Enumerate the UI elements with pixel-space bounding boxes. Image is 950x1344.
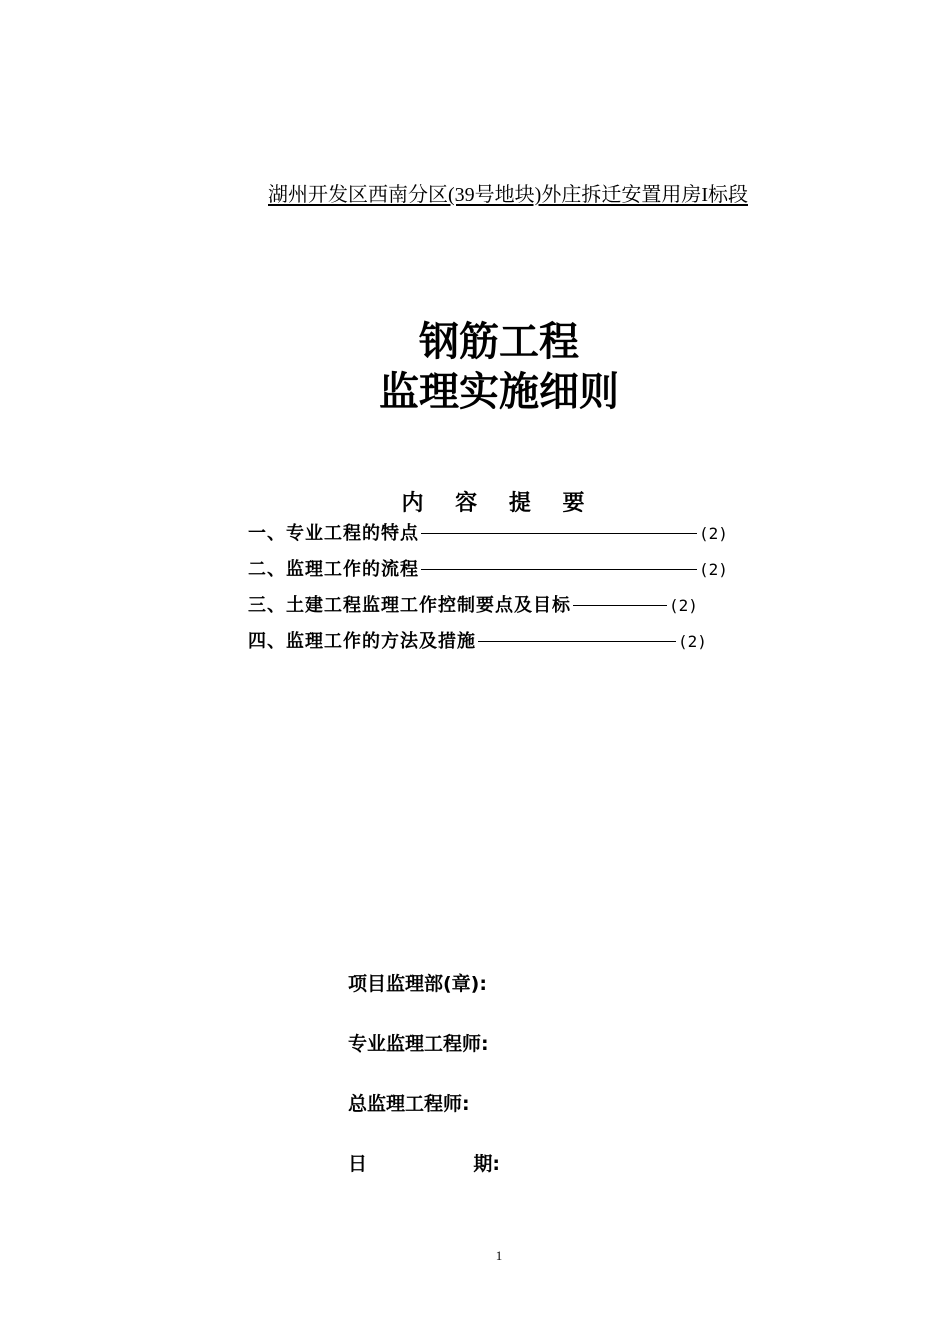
toc-item-label: 一、专业工程的特点	[248, 523, 419, 544]
date-label-char2: 期:	[473, 1153, 500, 1175]
document-title-line1: 钢筋工程	[419, 319, 579, 365]
toc-leader-line	[421, 533, 697, 535]
page-number: 1	[495, 1248, 503, 1263]
department-seal-label: 项目监理部(章):	[348, 973, 487, 995]
toc-item-page: (2)	[699, 560, 728, 579]
toc-item-label: 三、土建工程监理工作控制要点及目标	[248, 595, 571, 616]
toc-item[interactable]	[248, 588, 728, 624]
date-label-char1: 日	[348, 1153, 368, 1175]
toc-item-page: (2)	[678, 632, 707, 651]
project-title: 湖州开发区西南分区(39号地块)外庄拆迁安置用房I标段	[268, 184, 748, 206]
signature-block	[348, 966, 500, 1206]
toc-item[interactable]	[248, 516, 728, 552]
toc-item-page: (2)	[699, 524, 728, 543]
toc-leader-line	[478, 641, 676, 643]
toc-item-label: 四、监理工作的方法及措施	[248, 631, 476, 652]
toc-item-label: 二、监理工作的流程	[248, 559, 419, 580]
table-of-contents	[248, 516, 728, 660]
specialist-engineer-label: 专业监理工程师:	[348, 1033, 489, 1055]
toc-leader-line	[573, 605, 667, 607]
toc-leader-line	[421, 569, 697, 571]
toc-heading: 内 容 提 要	[401, 490, 597, 516]
toc-item[interactable]	[248, 624, 728, 660]
document-title-line2: 监理实施细则	[379, 369, 619, 415]
toc-item-page: (2)	[669, 596, 698, 615]
date-label	[348, 1146, 500, 1206]
toc-item[interactable]	[248, 552, 728, 588]
chief-engineer-label: 总监理工程师:	[348, 1093, 470, 1115]
